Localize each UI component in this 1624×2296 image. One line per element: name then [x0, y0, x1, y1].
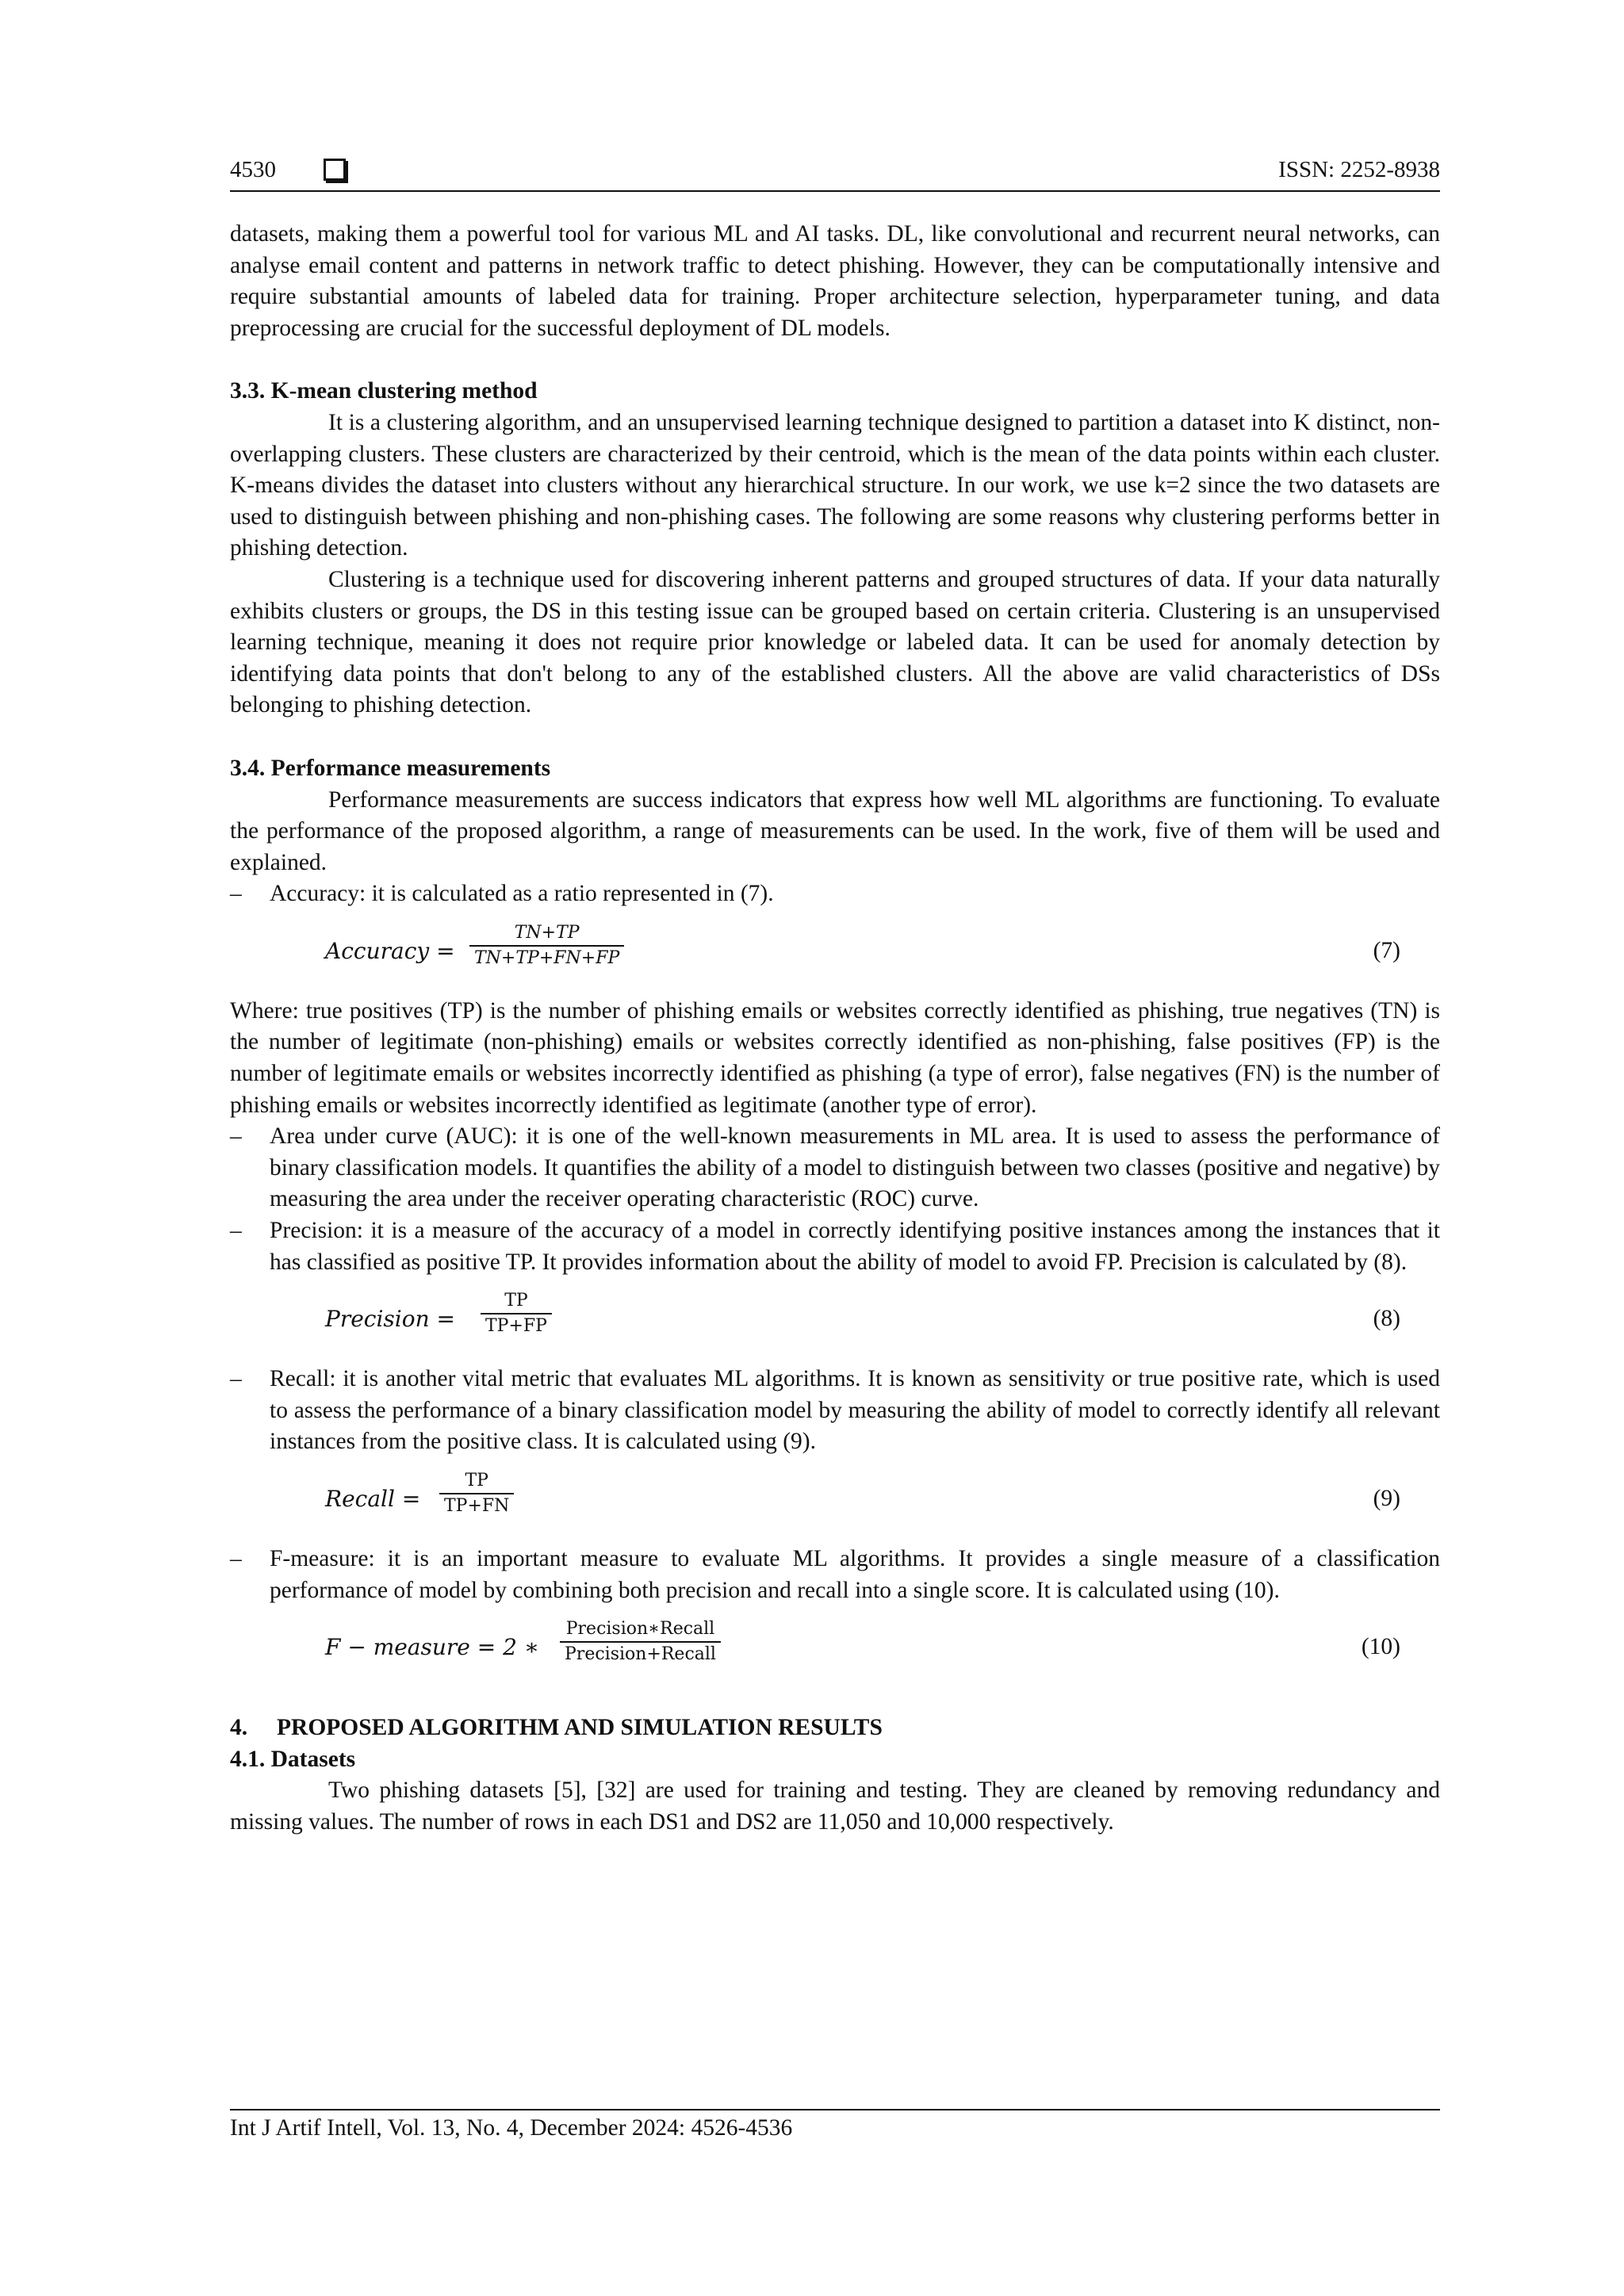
equation-lhs: F − measure = 2 ∗ [325, 1634, 539, 1661]
section-heading-4: 4. PROPOSED ALGORITHM AND SIMULATION RESULTS [230, 1715, 883, 1741]
page-footer: Int J Artif Intell, Vol. 13, No. 4, December 2024: 4526-4536 [230, 2115, 793, 2141]
section-heading-3-4: 3.4. Performance measurements [230, 755, 551, 781]
equation-number: (9) [1373, 1486, 1400, 1511]
paragraph-where: Where: true positives (TP) is the number of phishing emails or websites correctly identified as phishing, true negatives (TN) is the number of legitimate (non-phishing) emails or websites correctly identified as non-phishing, false positives (FP) is the number of legitimate emails or websites incorrectly identified as phishing (a type of error), false negatives (FN) is the number of phishing emails or websites incorrectly identified as legitimate (another type of error). [230, 997, 1440, 1118]
equation-recall [325, 1469, 1440, 1533]
paragraph-datasets: Two phishing datasets [5], [32] are used for training and testing. They are cleaned by removing redundancy and missing values. The number of rows in each DS1 and DS2 are 11,050 and 10,000 respectively. [230, 1777, 1440, 1835]
bullet-dash: – [230, 881, 242, 907]
footer-rule [230, 2109, 1440, 2110]
bullet-accuracy: – Accuracy: it is calculated as a ratio represented in (7). [230, 878, 1440, 910]
bullet-precision: – Precision: it is a measure of the accuracy of a model in correctly identifying positive instances among the instances that it has classified as positive TP. It provides information about the ability of model to avoid FP. Precision is calculated by (8). [230, 1215, 1440, 1278]
equation-fmeasure [325, 1617, 1440, 1681]
issn: ISSN: 2252-8938 [1278, 157, 1440, 182]
equation-fraction: $\frac{TP}{TP+FN}$ [439, 1469, 514, 1518]
equation-accuracy [325, 921, 1440, 985]
equation-lhs: Precision = [325, 1306, 456, 1333]
bullet-auc: – Area under curve (AUC): it is one of the well-known measurements in ML area. It is used to assess the performance of binary classification models. It quantifies the ability of a model to distinguish between two classes (positive and negative) by measuring the area under the receiver operating characteristic (ROC) curve. [230, 1121, 1440, 1215]
equation-fraction: $\frac{TN+TP}{TN+TP+FN+FP}$ [469, 921, 624, 970]
equation-number: (8) [1373, 1306, 1400, 1332]
paragraph-kmeans-1: It is a clustering algorithm, and an unsupervised learning technique designed to partition a dataset into K distinct, non-overlapping clusters. These clusters are characterized by their centroid, which is the mean of the data points within each cluster. K-means divides the dataset into clusters without any hierarchical structure. In our work, we use k=2 since the two datasets are used to distinguish between phishing and non-phishing cases. The following are some reasons why clustering performs better in phishing detection. [230, 409, 1440, 561]
header-rule [230, 190, 1440, 192]
section-heading-4-1: 4.1. Datasets [230, 1746, 356, 1772]
equation-fraction: $\frac{TP}{TP+FP}$ [481, 1289, 552, 1338]
paragraph-kmeans-2: Clustering is a technique used for discovering inherent patterns and grouped structures of data. If your data naturally exhibits clusters or groups, the DS in this testing issue can be grouped based on certain criteria. Clustering is an unsupervised learning technique, meaning it does not require prior knowledge or labeled data. It can be used for anomaly detection by identifying data points that don't belong to any of the established clusters. All the above are valid characteristics of DSs belonging to phishing detection. [230, 566, 1440, 718]
bullet-dash: – [230, 1123, 242, 1150]
equation-number: (7) [1373, 937, 1400, 963]
bullet-fmeasure: – F-measure: it is an important measure to evaluate ML algorithms. It provides a single measure of a classification performance of model by combining both precision and recall into a single score. It is calculated using (10). [230, 1544, 1440, 1606]
bullet-recall: – Recall: it is another vital metric that evaluates ML algorithms. It is known as sensitivity or true positive rate, which is used to assess the performance of a binary classification model by measuring the ability of model to correctly identify all relevant instances from the positive class. It is calculated using (9). [230, 1364, 1440, 1458]
square-bullet-icon [324, 159, 346, 181]
bullet-dash: – [230, 1218, 242, 1244]
equation-precision [325, 1289, 1440, 1353]
page-number: 4530 [230, 157, 276, 182]
paragraph-intro: datasets, making them a powerful tool for various ML and AI tasks. DL, like convolutional and recurrent neural networks, can analyse email content and patterns in network traffic to detect phishing. However, they can be computationally intensive and require substantial amounts of labeled data for training. Proper architecture selection, hyperparameter tuning, and data preprocessing are crucial for the successful deployment of DL models. [230, 221, 1440, 341]
page-header [230, 157, 1440, 193]
equation-lhs: Accuracy = [325, 937, 455, 964]
equation-lhs: Recall = [325, 1486, 421, 1512]
equation-fraction: Precision∗Recall Precision+Recall [560, 1617, 721, 1667]
bullet-dash: – [230, 1366, 242, 1392]
bullet-dash: – [230, 1546, 242, 1571]
body-text [230, 219, 1440, 1839]
paragraph-performance: Performance measurements are success indicators that express how well ML algorithms are functioning. To evaluate the performance of the proposed algorithm, a range of measurements can be used. In the work, five of them will be used and explained. [230, 786, 1440, 875]
equation-number: (10) [1361, 1634, 1400, 1660]
section-heading-3-3: 3.3. K-mean clustering method [230, 378, 538, 404]
